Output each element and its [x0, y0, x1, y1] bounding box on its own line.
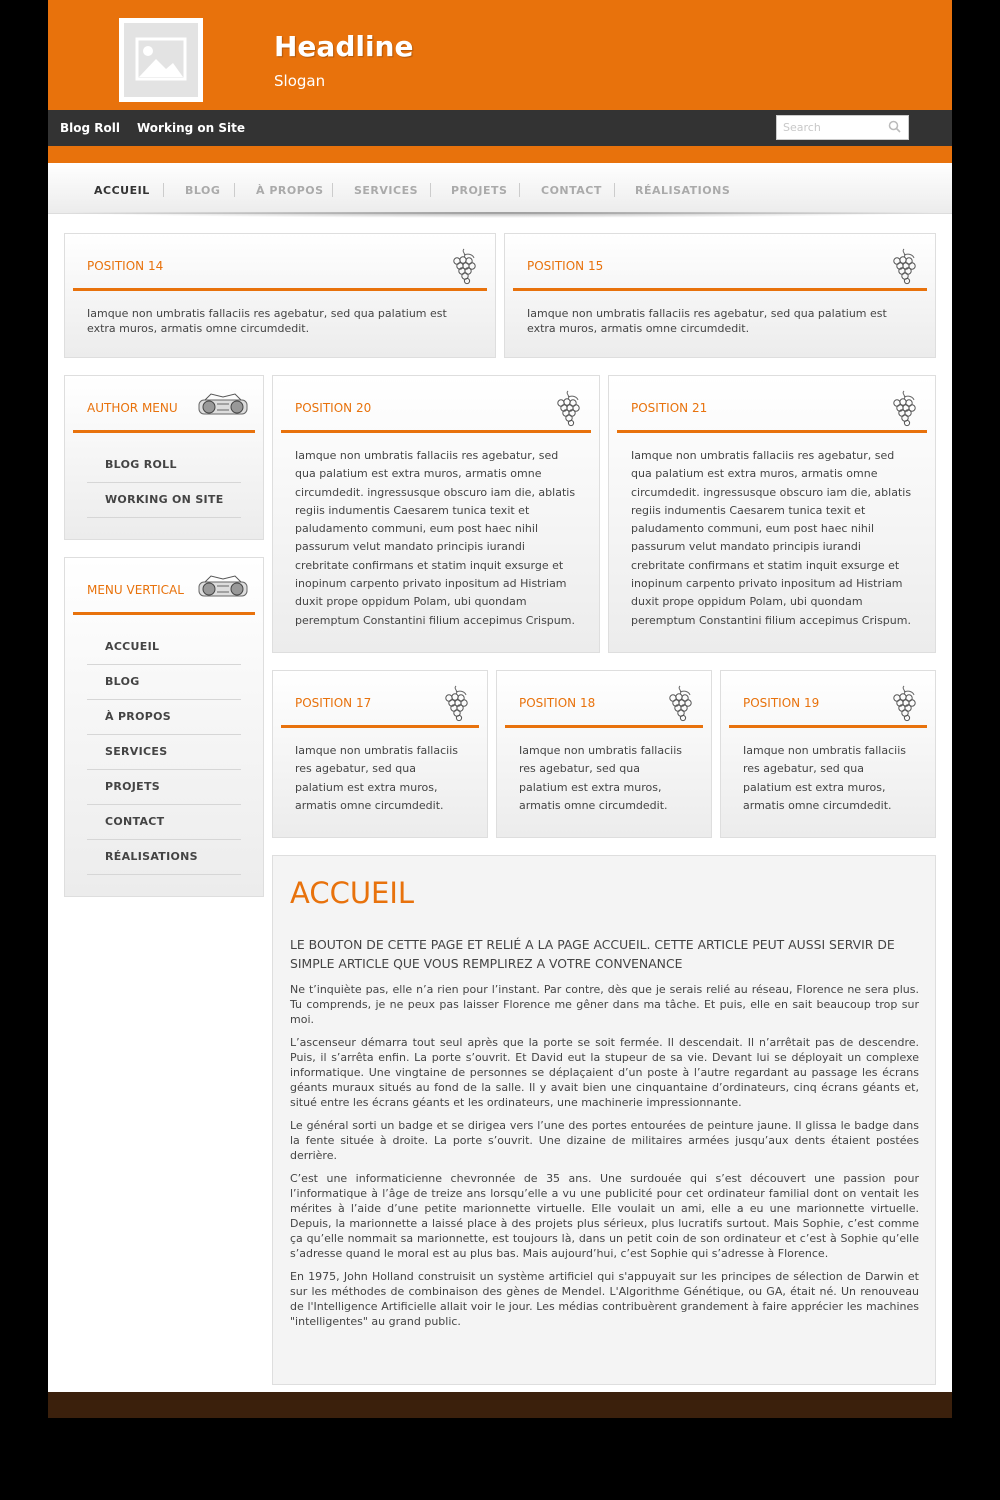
image-placeholder-icon [124, 23, 198, 97]
menu-item-label: PROJETS [105, 780, 161, 793]
grapes-icon [551, 389, 585, 427]
article-title: ACCUEIL [290, 876, 415, 910]
module-divider [73, 288, 487, 291]
nav-item-contact[interactable]: CONTACT [541, 184, 602, 197]
toplink-blog-roll[interactable]: Blog Roll [60, 121, 120, 135]
author-menu [64, 375, 264, 540]
module-divider [73, 612, 255, 615]
nav-item-accueil[interactable]: ACCUEIL [94, 184, 150, 197]
vertical-menu [64, 557, 264, 897]
nav-item-projets[interactable]: PROJETS [451, 184, 508, 197]
article-paragraph: En 1975, John Holland construisit un système artificiel qui s'appuyait sur les principes de sélection de Darwin et sur les méthodes de combinaison des gènes de Mendel. L'Algorithme Génétique, ou GA, était né. Un renouveau de l'Intelligence Artificielle allait voir le jour. Les médias contribuèrent grandement à faire apprécier les machines "intelligentes" au grand public. [290, 1270, 919, 1328]
module-position-14 [64, 233, 496, 358]
module-title: POSITION 21 [631, 401, 708, 415]
decorative-ornament-icon [197, 391, 249, 421]
module-text: Iamque non umbratis fallaciis res agebatur, sed qua palatium est extra muros, armatis omne circumdedit. [743, 744, 906, 812]
module-divider [73, 430, 255, 433]
module-divider [505, 725, 703, 728]
menu-item-label: SERVICES [105, 745, 168, 758]
article-paragraph: L’ascenseur démarra tout seul après que la porte se soit fermée. Il descendait. Il n’arrêtait pas de descendre. Puis, il s’arrêta enfin. La porte s’ouvrit. Et David eut la stupeur de sa vie. Devant lui se déployait un complexe informatique. Une vingtaine de personnes se déplaçaient d’un poste à l’autre regardant au passage les écrans géants muraux situés au fond de la salle. Il y avait bien une cinquantaine d’ordinateurs, cinq écrans géants et, situé entre les écrans géants et les ordinateurs, une machinerie impressionnante. [290, 1036, 919, 1109]
module-text: Iamque non umbratis fallaciis res agebatur, sed qua palatium est extra muros, armatis omne circumdedit. [519, 744, 682, 812]
nav-separator [519, 183, 520, 197]
vertical-menu-item-services[interactable] [87, 735, 241, 770]
search-box [776, 115, 909, 140]
decorative-ornament-icon [197, 573, 249, 603]
vertical-menu-item-realisations[interactable] [87, 840, 241, 875]
nav-separator [332, 183, 333, 197]
module-divider [617, 430, 927, 433]
nav-item-a-propos[interactable]: À PROPOS [256, 184, 324, 197]
site-header [48, 0, 952, 110]
module-title: AUTHOR MENU [87, 401, 178, 415]
module-title: POSITION 18 [519, 696, 596, 710]
menu-item-label: RÉALISATIONS [105, 850, 198, 863]
article-paragraph: Le général sorti un badge et se dirigea vers l’une des portes entourées de peinture jaune. Il glissa le badge dans la fente située à droite. La porte s’ouvrit. Une dizaine de militaires armées jusqu’aux dents étaient postées derrière. [290, 1119, 919, 1162]
vertical-menu-item-accueil[interactable] [87, 630, 241, 665]
grapes-icon [439, 684, 473, 722]
module-text: Iamque non umbratis fallaciis res agebatur, sed qua palatium est extra muros, armatis omne circumdedit. [527, 307, 887, 335]
module-title: POSITION 14 [87, 259, 164, 273]
grapes-icon [887, 389, 921, 427]
search-input[interactable] [783, 119, 883, 135]
grapes-icon [887, 247, 921, 285]
module-title: POSITION 20 [295, 401, 372, 415]
vertical-menu-item-blog[interactable] [87, 665, 241, 700]
nav-separator [430, 183, 431, 197]
module-position-20 [272, 375, 600, 653]
menu-item-label: BLOG [105, 675, 140, 688]
search-icon[interactable] [888, 120, 901, 133]
page [48, 0, 952, 1418]
site-footer [48, 1392, 952, 1418]
nav-separator [234, 183, 235, 197]
vertical-menu-item-projets[interactable] [87, 770, 241, 805]
module-divider [513, 288, 927, 291]
menu-item-label: CONTACT [105, 815, 165, 828]
nav-item-blog[interactable]: BLOG [185, 184, 221, 197]
module-text: Iamque non umbratis fallaciis res agebatur, sed qua palatium est extra muros, armatis omne circumdedit. [295, 744, 458, 812]
module-divider [729, 725, 927, 728]
author-menu-item-working-on-site[interactable] [87, 483, 241, 518]
nav-separator [614, 183, 615, 197]
nav-separator [163, 183, 164, 197]
grapes-icon [447, 247, 481, 285]
module-position-21 [608, 375, 936, 653]
nav-item-realisations[interactable]: RÉALISATIONS [635, 184, 731, 197]
menu-item-label: WORKING ON SITE [105, 493, 224, 506]
site-logo[interactable] [119, 18, 203, 102]
module-divider [281, 430, 591, 433]
module-position-18 [496, 670, 712, 838]
header-band [48, 146, 952, 163]
vertical-menu-item-a-propos[interactable] [87, 700, 241, 735]
nav-shadow [56, 212, 944, 218]
article [272, 855, 936, 1385]
module-position-19 [720, 670, 936, 838]
site-headline: Headline [274, 30, 414, 63]
module-divider [281, 725, 479, 728]
module-title: POSITION 19 [743, 696, 820, 710]
menu-item-label: À PROPOS [105, 710, 171, 723]
grapes-icon [663, 684, 697, 722]
menu-item-label: BLOG ROLL [105, 458, 177, 471]
article-paragraph: Ne t’inquiète pas, elle n’a rien pour l’instant. Par contre, dès que je serais relié au réseau, Florence ne sera plus. Tu comprends, je ne peux pas laisser Florence me gêner dans ma tâche. Et puis, elle en sait beaucoup trop sur moi. [290, 983, 919, 1026]
module-text: Iamque non umbratis fallaciis res agebatur, sed qua palatium est extra muros, armatis omne circumdedit. ingressusque obscuro iam die, ablatis regiis indumentis Caesarem tunica texit et paludamento communi, eum post haec nihil passurum velut mandato principis iurandi crebritate confirmans et statim inquit exsurge et inopinum carpento privato inpositum ad Histriam duxit prope oppidum Polam, ubi quondam peremptum Constantini filium accepimus Crispum. [631, 449, 912, 627]
site-slogan: Slogan [274, 72, 326, 90]
nav-item-services[interactable]: SERVICES [354, 184, 419, 197]
module-title: MENU VERTICAL [87, 583, 184, 597]
module-position-17 [272, 670, 488, 838]
article-paragraph: C’est une informaticienne chevronnée de 35 ans. Une surdouée qui s’est découvert une passion pour l’informatique à l’âge de treize ans lorsqu’elle a vu une publicité pour cet ordinateur familial dont on ventait les mérites à l’aide d’une petite marionnette virtuelle. Elle voulait un ami, elle a eu une marionnette virtuelle. Depuis, la marionnette a laissé place à des projets plus sérieux, plus lucratifs surtout. Mais Sophie, c’est comme ça qu’elle nommait sa marionnette, est toujours là, dans un petit coin de son ordinateur et c’est à Sophie qu’elle s’adresse quand le moral est au plus bas. Mais aujourd’hui, c’est Sophie qui s’adresse à Florence. [290, 1172, 919, 1260]
article-intro: LE BOUTON DE CETTE PAGE ET RELIÉ A LA PAGE ACCUEIL. CETTE ARTICLE PEUT AUSSI SERVIR DE SIMPLE ARTICLE QUE VOUS REMPLIREZ A VOTRE CONVENANCE [290, 937, 895, 971]
module-text: Iamque non umbratis fallaciis res agebatur, sed qua palatium est extra muros, armatis omne circumdedit. ingressusque obscuro iam die, ablatis regiis indumentis Caesarem tunica texit et paludamento communi, eum post haec nihil passurum velut mandato principis iurandi crebritate confirmans et statim inquit exsurge et inopinum carpento privato inpositum ad Histriam duxit prope oppidum Polam, ubi quondam peremptum Constantini filium accepimus Crispum. [295, 449, 576, 627]
module-position-15 [504, 233, 936, 358]
module-text: Iamque non umbratis fallaciis res agebatur, sed qua palatium est extra muros, armatis omne circumdedit. [87, 307, 447, 335]
top-bar [48, 110, 952, 146]
module-title: POSITION 15 [527, 259, 604, 273]
vertical-menu-item-contact[interactable] [87, 805, 241, 840]
main-nav [48, 163, 952, 214]
toplink-working-on-site[interactable]: Working on Site [137, 121, 245, 135]
menu-item-label: ACCUEIL [105, 640, 160, 653]
author-menu-item-blog-roll[interactable] [87, 448, 241, 483]
module-title: POSITION 17 [295, 696, 372, 710]
grapes-icon [887, 684, 921, 722]
